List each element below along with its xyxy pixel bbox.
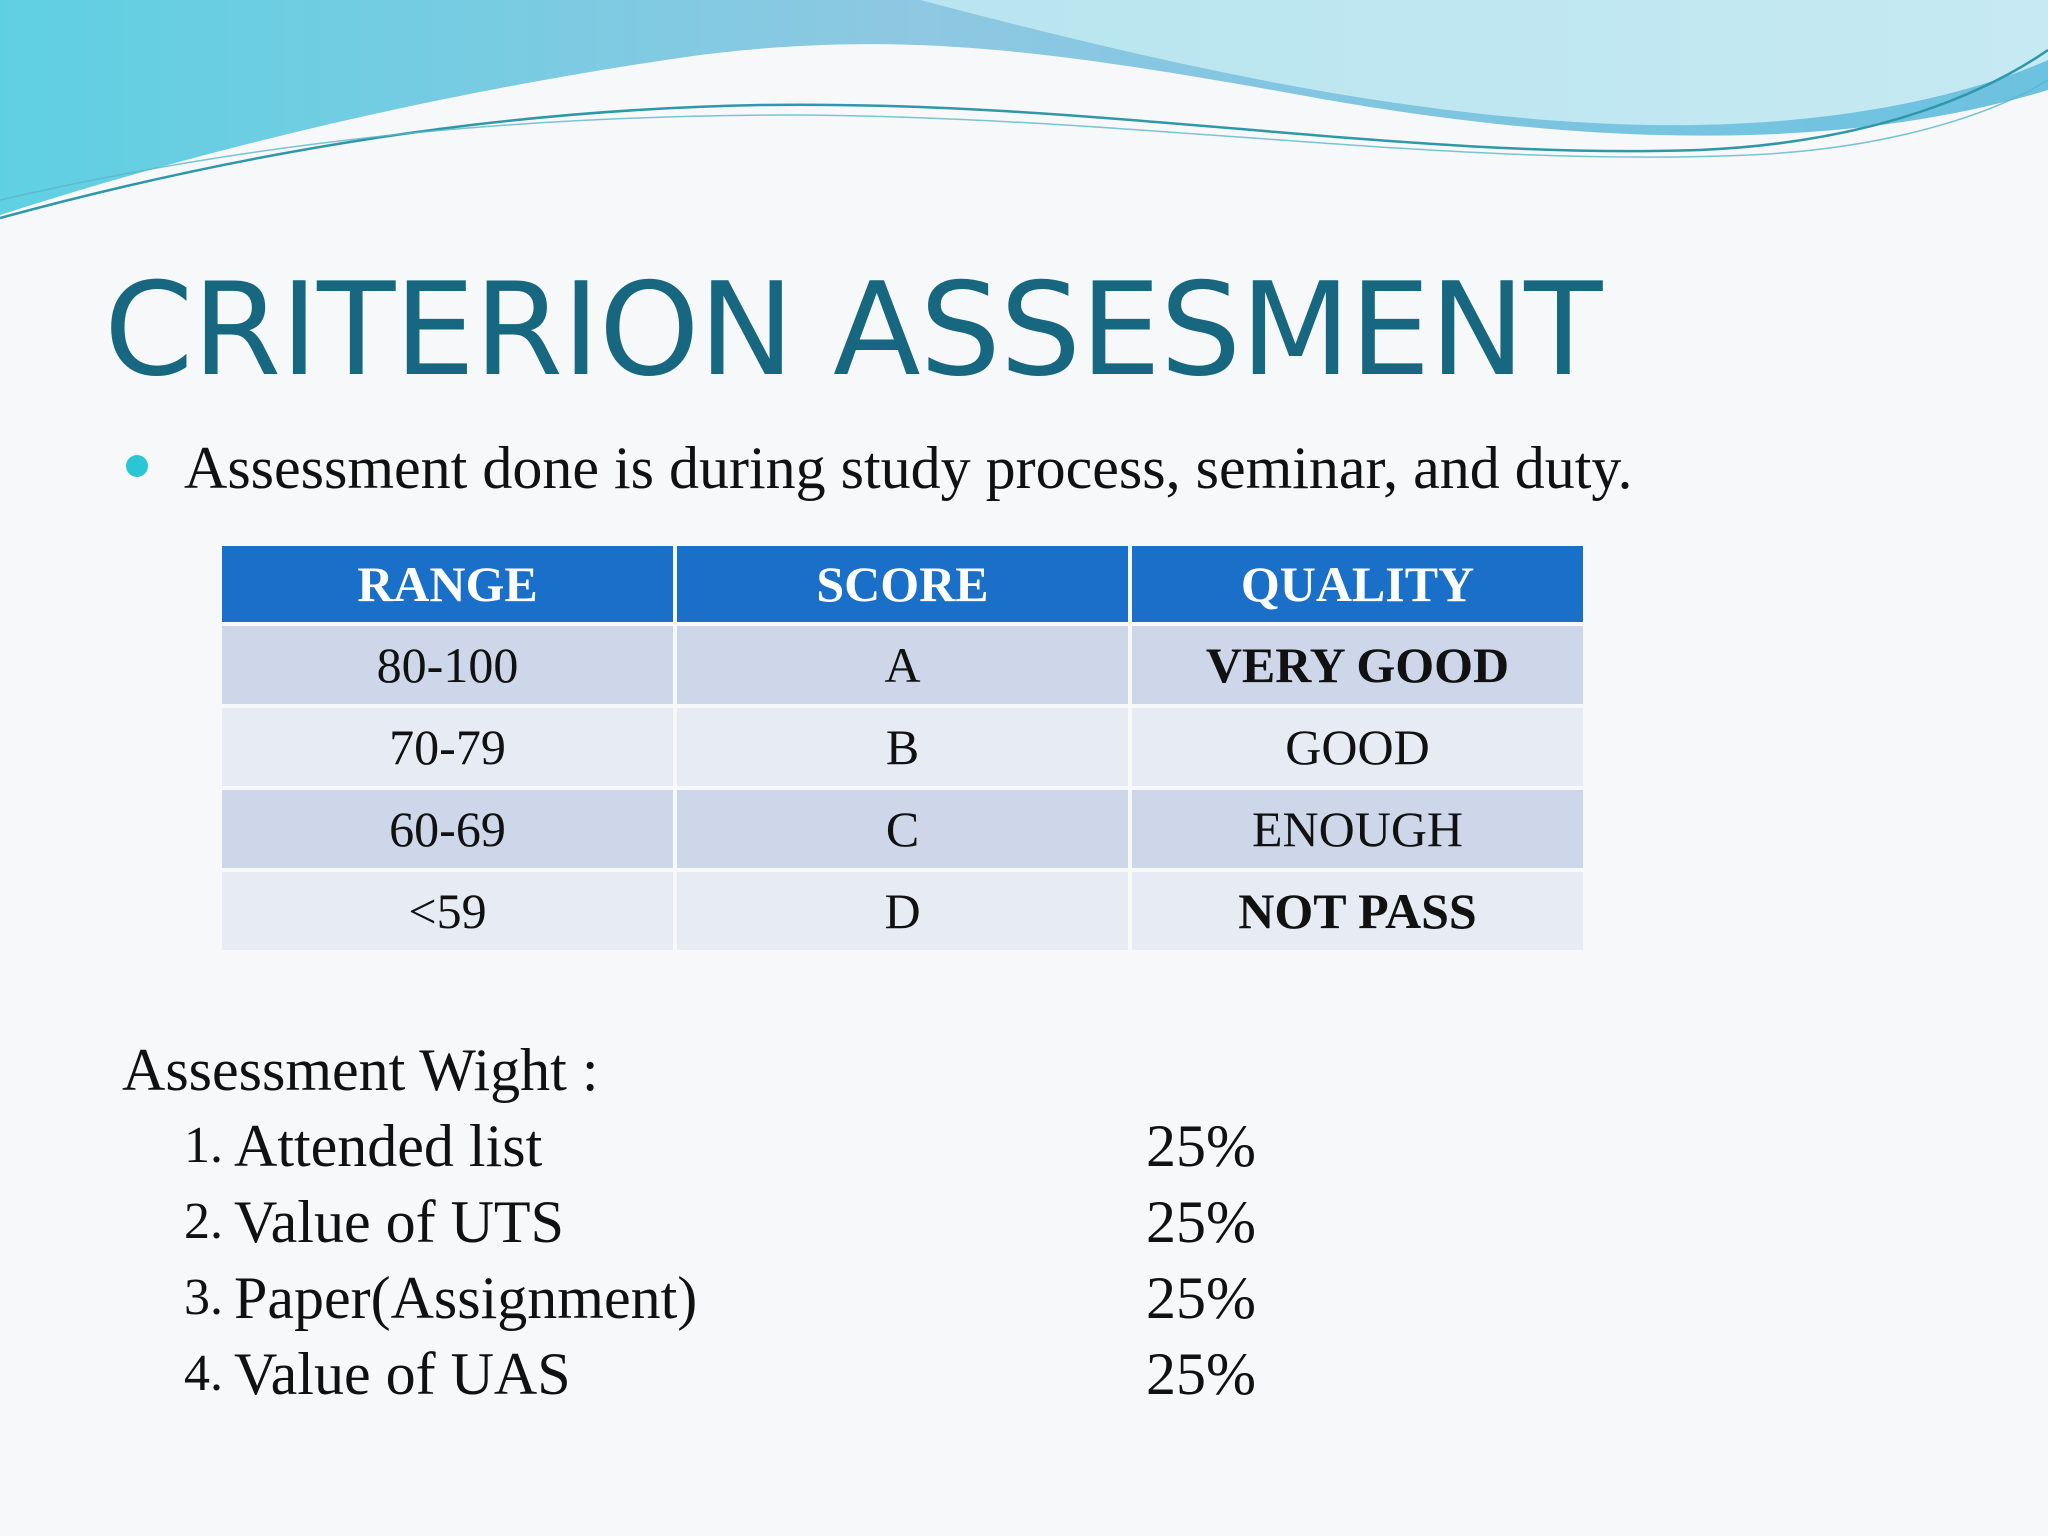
table-row	[222, 790, 1583, 868]
range-cell: 80-100	[222, 626, 673, 704]
grade-table	[218, 542, 1587, 954]
quality-cell: NOT PASS	[1132, 872, 1583, 950]
weight-item-label: Value of UTS	[234, 1189, 564, 1255]
weight-item	[122, 1184, 1256, 1260]
range-cell: 70-79	[222, 708, 673, 786]
weight-item-value: 25%	[1146, 1189, 1256, 1255]
slide-title: CRITERION ASSESMENT	[104, 256, 1602, 405]
weight-item-number: 2.	[184, 1193, 223, 1250]
weight-heading: Assessment Wight :	[122, 1037, 599, 1103]
weight-item-value: 25%	[1146, 1341, 1256, 1407]
weight-item-number: 3.	[184, 1269, 223, 1326]
score-cell: B	[677, 708, 1128, 786]
quality-cell: ENOUGH	[1132, 790, 1583, 868]
weight-item-value: 25%	[1146, 1265, 1256, 1331]
table-row	[222, 872, 1583, 950]
weight-item-number: 1.	[184, 1117, 223, 1174]
assessment-weight-section	[122, 1032, 1256, 1412]
weight-item-value: 25%	[1146, 1113, 1256, 1179]
weight-item	[122, 1260, 1256, 1336]
header-score: SCORE	[677, 546, 1128, 622]
weight-item-number: 4.	[184, 1345, 223, 1402]
score-cell: A	[677, 626, 1128, 704]
weight-item	[122, 1336, 1256, 1412]
table-row	[222, 708, 1583, 786]
score-cell: C	[677, 790, 1128, 868]
weight-item-label: Paper(Assignment)	[234, 1265, 698, 1331]
header-quality: QUALITY	[1132, 546, 1583, 622]
weight-item-label: Value of UAS	[234, 1341, 571, 1407]
bullet-dot-icon	[126, 455, 148, 477]
score-cell: D	[677, 872, 1128, 950]
bullet-item	[126, 432, 1633, 504]
range-cell: 60-69	[222, 790, 673, 868]
wave-header-decoration	[0, 0, 2048, 240]
quality-cell: VERY GOOD	[1132, 626, 1583, 704]
table-row	[222, 626, 1583, 704]
bullet-text: Assessment done is during study process, seminar, and duty.	[184, 434, 1633, 501]
header-range: RANGE	[222, 546, 673, 622]
weight-item-label: Attended list	[234, 1113, 543, 1179]
weight-item	[122, 1108, 1256, 1184]
table-header-row	[222, 546, 1583, 622]
quality-cell: GOOD	[1132, 708, 1583, 786]
range-cell: <59	[222, 872, 673, 950]
